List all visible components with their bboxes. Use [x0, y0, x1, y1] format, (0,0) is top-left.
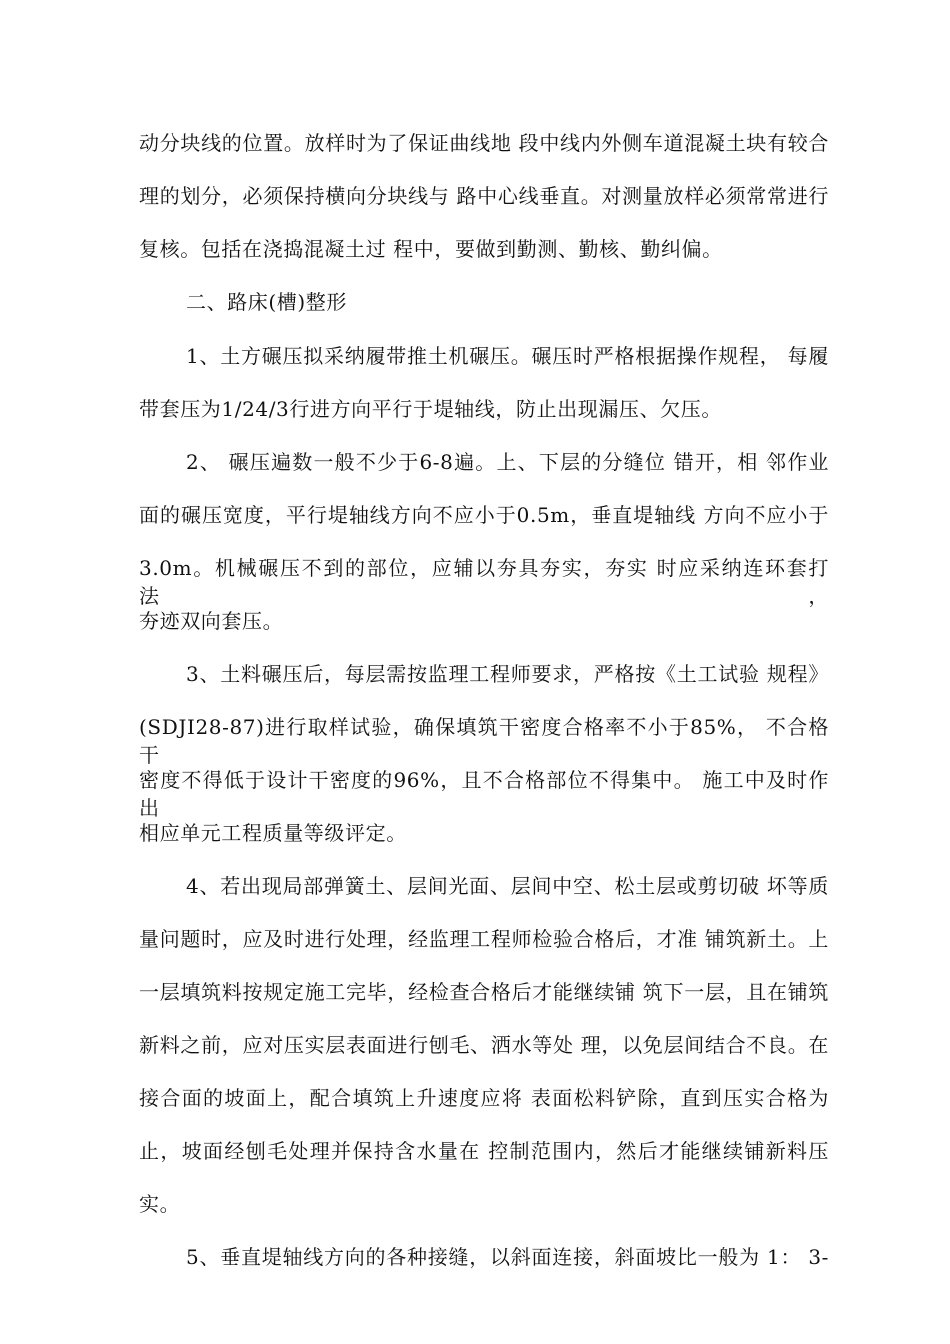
paragraph-line: (SDJI28-87)进行取样试验，确保填筑干密度合格率不小于85%， 不合格干 [139, 715, 829, 767]
paragraph-line: 密度不得低于设计干密度的96%，且不合格部位不得集中。 施工中及时作出 [139, 768, 829, 820]
paragraph-line: 一层填筑料按规定施工完毕，经检查合格后才能继续铺 筑下一层，且在铺筑 [139, 980, 829, 1004]
paragraph-line: 1、土方碾压拟采纳履带推土机碾压。碾压时严格根据操作规程， 每履 [186, 344, 829, 368]
paragraph-line: 量问题时，应及时进行处理，经监理工程师检验合格后，才准 铺筑新土。上 [139, 927, 829, 951]
paragraph-line: 理的划分，必须保持横向分块线与 路中心线垂直。对测量放样必须常常进行 [139, 184, 829, 208]
section-heading: 二、路床(槽)整形 [186, 290, 348, 314]
paragraph-line: 止，坡面经刨毛处理并保持含水量在 控制范围内，然后才能继续铺新料压 [139, 1139, 829, 1163]
paragraph-line: 带套压为1/24/3行进方向平行于堤轴线，防止出现漏压、欠压。 [139, 397, 722, 421]
paragraph-line: 3、土料碾压后，每层需按监理工程师要求，严格按《土工试验 规程》 [186, 662, 829, 686]
paragraph-line: 相应单元工程质量等级评定。 [139, 821, 407, 845]
paragraph-line: 面的碾压宽度，平行堤轴线方向不应小于0.5m，垂直堤轴线 方向不应小于 [139, 503, 829, 527]
paragraph-line: 5、垂直堤轴线方向的各种接缝，以斜面连接，斜面坡比一般为 1： 3- [186, 1245, 829, 1269]
paragraph-line: 复核。包括在浇捣混凝土过 程中，要做到勤测、勤核、勤纠偏。 [139, 237, 723, 261]
paragraph-line: 实。 [139, 1192, 181, 1216]
paragraph-line: 4、若出现局部弹簧土、层间光面、层间中空、松土层或剪切破 坏等质 [186, 874, 829, 898]
paragraph-line: 2、 碾压遍数一般不少于6-8遍。上、下层的分缝位 错开，相 邻作业 [186, 450, 829, 474]
paragraph-line: 接合面的坡面上，配合填筑上升速度应将 表面松料铲除，直到压实合格为 [139, 1086, 829, 1110]
paragraph-line: 3.0m。机械碾压不到的部位，应辅以夯具夯实，夯实 时应采纳连环套打法， [139, 556, 829, 608]
paragraph-line: 动分块线的位置。放样时为了保证曲线地 段中线内外侧车道混凝土块有较合 [139, 131, 829, 155]
paragraph-line: 夯迹双向套压。 [139, 609, 284, 633]
paragraph-line: 新料之前，应对压实层表面进行刨毛、洒水等处 理，以免层间结合不良。在 [139, 1033, 829, 1057]
